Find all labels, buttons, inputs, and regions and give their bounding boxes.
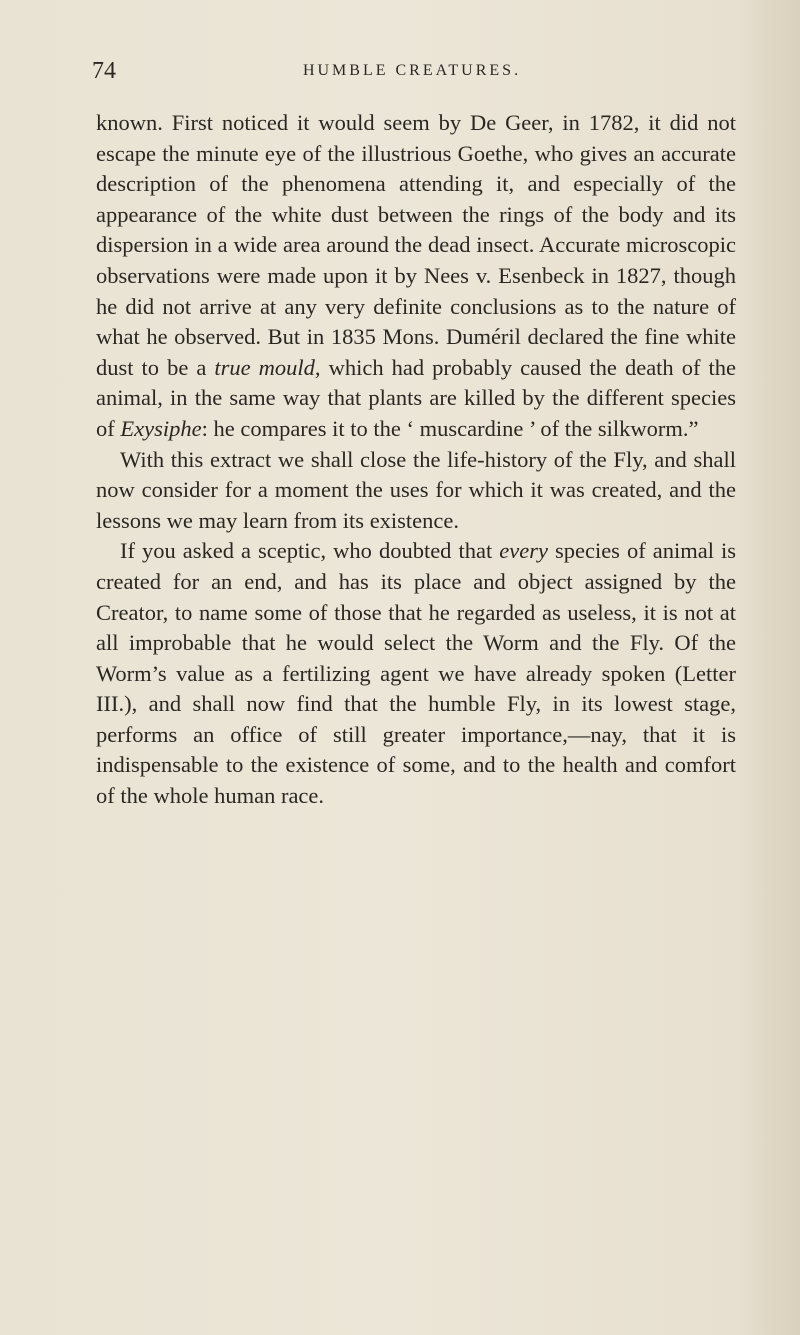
italic-genus-name: Exysiphe [120,415,202,441]
italic-phrase: true mould, [214,354,321,380]
paragraph-text-segment: species of animal is created for an end, and has its place and object assigned by the Creator, to name some of those that he regarded as useless, it is not at all improbable that he would select the Worm and the Fly. Of the Worm’s value as a fertilizing agent we have already spoken (Letter III.), and shall now find that the humble Fly, in its lowest stage, performs an office of still greater importance,—nay, that it is indispensable to the existence of some, and to the health and comfort of the whole human race. [96,538,736,809]
italic-word: every [499,538,548,564]
paragraph-continued [96,108,736,445]
paragraph [96,536,736,811]
paragraph-text-segment: : he compares it to the ‘ muscardine ’ of the silkworm.” [201,415,699,441]
page-number: 74 [92,58,116,84]
running-head [92,58,732,92]
paragraph-text-segment: known. First noticed it would seem by De Geer, in 1782, it did not escape the minute eye of the illustrious Goethe, who gives an accurate description of the phenomena attending it, and especially of the appearance of the white dust between the rings of the body and its dispersion in a wide area around the dead insect. Accurate microscopic observations were made upon it by Nees v. Esenbeck in 1827, though he did not arrive at any very definite conclusions as to the nature of what he observed. But in 1835 Mons. Duméril declared the fine white dust to be a [96,110,736,380]
paragraph: With this extract we shall close the life-history of the Fly, and shall now consider for a moment the uses for which it was created, and the lessons we may learn from its existence. [96,446,736,533]
body-text [96,108,736,812]
paragraph-text-segment: If you asked a sceptic, who doubted that [120,538,500,564]
paragraph-text-segment: which had probably caused the death of the animal, in the same way that plants are killed by the different species of [96,354,736,441]
running-head-title: HUMBLE CREATURES. [302,62,522,79]
